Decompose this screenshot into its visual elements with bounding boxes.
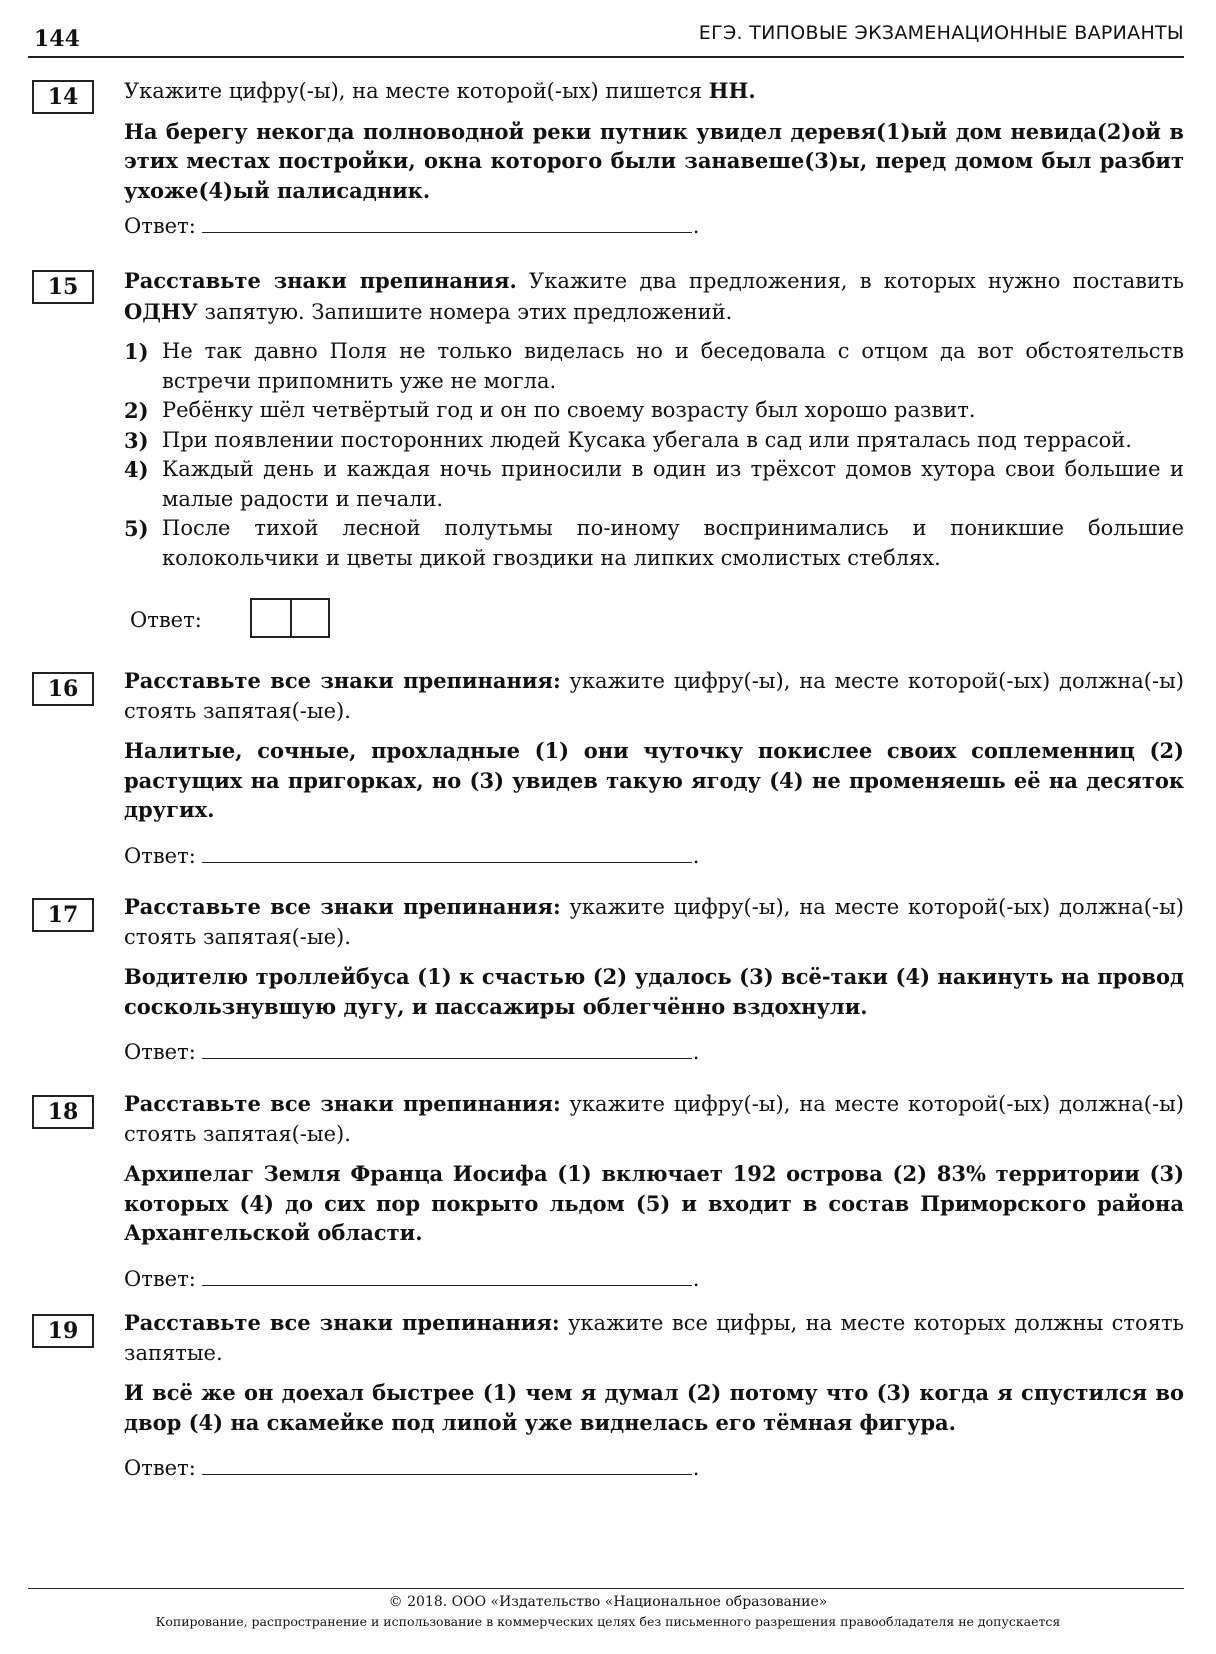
page-number: 144: [34, 26, 80, 52]
answer-label: Ответ:: [130, 608, 202, 632]
running-header: ЕГЭ. ТИПОВЫЕ ЭКЗАМЕНАЦИОННЫЕ ВАРИАНТЫ: [698, 22, 1184, 44]
header-rule: [28, 56, 1184, 58]
answer-field[interactable]: [202, 842, 692, 863]
instruction-tail: запятую. Запишите номера этих предложений.: [197, 299, 733, 324]
answer-row: Ответ: .: [124, 1040, 700, 1064]
instruction-bold: Расставьте знаки препинания.: [124, 268, 517, 293]
answer-row: Ответ: .: [124, 1456, 700, 1480]
instruction-text: укажите все цифры, на месте которых должны стоять запятые.: [124, 1311, 1184, 1365]
option-text: После тихой лесной полутьмы по-иному воспринимались и поникшие большие колокольчики и цветы дикой гвоздики на липких смолистых стеблях.: [162, 516, 1184, 570]
option-item: [124, 337, 1184, 396]
option-item: [124, 426, 1184, 456]
answer-label: Ответ:: [124, 844, 196, 868]
answer-row: Ответ: .: [124, 214, 700, 238]
instruction-bold: Расставьте все знаки препинания:: [124, 1091, 561, 1116]
option-item: [124, 455, 1184, 514]
option-text: При появлении посторонних людей Кусака убегала в сад или пряталась под террасой.: [162, 427, 1132, 452]
instruction-text: Укажите два предложения, в которых нужно поставить: [516, 269, 1184, 293]
option-text: Не так давно Поля не только виделась но и беседовала с отцом да вот обстоятельств встречи припомнить уже не могла.: [162, 339, 1184, 393]
task-instruction: [124, 1308, 1184, 1368]
task-number-box: 17: [32, 898, 94, 932]
answer-row: [130, 608, 202, 632]
task-instruction: [124, 1089, 1184, 1149]
task-body: [124, 666, 1184, 825]
answer-label: Ответ:: [124, 214, 196, 238]
options-list: [124, 337, 1184, 573]
footer-notice: Копирование, распространение и использование в коммерческих целях без письменного разрешения правообладателя не допускается: [155, 1614, 1061, 1629]
footer-rule: [28, 1588, 1184, 1589]
task-text: На берегу некогда полноводной реки путник увидел деревя(1)ый дом невида(2)ой в этих местах постройки, окна которого были занавеше(3)ы, перед домом был разбит ухоже(4)ый палисадник.: [124, 118, 1184, 203]
task-number-box: 19: [32, 1314, 94, 1348]
answer-row: Ответ: .: [124, 1267, 700, 1291]
answer-row: Ответ: .: [124, 844, 700, 868]
answer-label: Ответ:: [124, 1040, 196, 1064]
instruction-text: укажите цифру(-ы), на месте которой(-ых) должна(-ы) стоять запятая(-ые).: [124, 895, 1184, 949]
option-item: [124, 514, 1184, 573]
task-number-box: 14: [32, 80, 94, 114]
answer-label: Ответ:: [124, 1456, 196, 1480]
instruction-bold: Расставьте все знаки препинания:: [124, 668, 561, 693]
answer-cells[interactable]: [250, 598, 330, 638]
task-number-box: 16: [32, 672, 94, 706]
task-instruction: [124, 266, 1184, 327]
task-body: [124, 1089, 1184, 1248]
footer-copyright: © 2018. ООО «Издательство «Национальное образование»: [388, 1594, 828, 1610]
answer-label: Ответ:: [124, 1267, 196, 1291]
instruction-bold: Расставьте все знаки препинания:: [124, 894, 561, 919]
task-instruction: [124, 76, 1184, 107]
option-number: 4): [124, 457, 149, 482]
option-number: 5): [124, 516, 149, 541]
answer-field[interactable]: [202, 1265, 692, 1286]
instruction-emphasis: НН.: [708, 78, 756, 103]
task-text: И всё же он доехал быстрее (1) чем я думал (2) потому что (3) когда я спустился во двор (4) на скамейке под липой уже виднелась его тёмная фигура.: [124, 1380, 1184, 1435]
task-number-box: 18: [32, 1095, 94, 1129]
instruction-bold: Расставьте все знаки препинания:: [124, 1310, 560, 1335]
answer-field[interactable]: [202, 1454, 692, 1475]
task-instruction: [124, 666, 1184, 726]
option-number: 1): [124, 339, 149, 364]
answer-field[interactable]: [202, 212, 692, 233]
option-number: 2): [124, 398, 149, 423]
task-instruction: [124, 892, 1184, 952]
instruction-emphasis: ОДНУ: [124, 298, 198, 324]
task-number-box: 15: [32, 270, 94, 304]
task-text: Налитые, сочные, прохладные (1) они чуточку покислее своих соплеменниц (2) растущих на пригорках, но (3) увидев такую ягоду (4) не променяешь её на десяток других.: [124, 738, 1184, 822]
task-text: Архипелаг Земля Франца Иосифа (1) включает 192 острова (2) 83% территории (3) которых (4) до сих пор покрыто льдом (5) и входит в состав Приморского района Архангельской области.: [124, 1161, 1184, 1245]
task-body: [124, 892, 1184, 1021]
task-body: [124, 76, 1184, 205]
answer-field[interactable]: [202, 1038, 692, 1059]
task-text: Водителю троллейбуса (1) к счастью (2) удалось (3) всё-таки (4) накинуть на провод соскользнувшую дугу, и пассажиры облегчённо вздохнули.: [124, 964, 1184, 1019]
task-body: [124, 1308, 1184, 1437]
task-body: [124, 266, 1184, 573]
option-item: [124, 396, 1184, 426]
instruction-text: Укажите цифру(-ы), на месте которой(-ых) пишется: [124, 79, 709, 103]
option-number: 3): [124, 427, 149, 453]
option-text: Ребёнку шёл четвёртый год и он по своему возрасту был хорошо развит.: [162, 398, 976, 422]
instruction-text: укажите цифру(-ы), на месте которой(-ых) должна(-ы) стоять запятая(-ые).: [124, 1092, 1184, 1146]
instruction-text: укажите цифру(-ы), на месте которой(-ых) должна(-ы) стоять запятая(-ые).: [124, 669, 1184, 723]
option-text: Каждый день и каждая ночь приносили в один из трёхсот домов хутора свои большие и малые радости и печали.: [162, 457, 1184, 511]
